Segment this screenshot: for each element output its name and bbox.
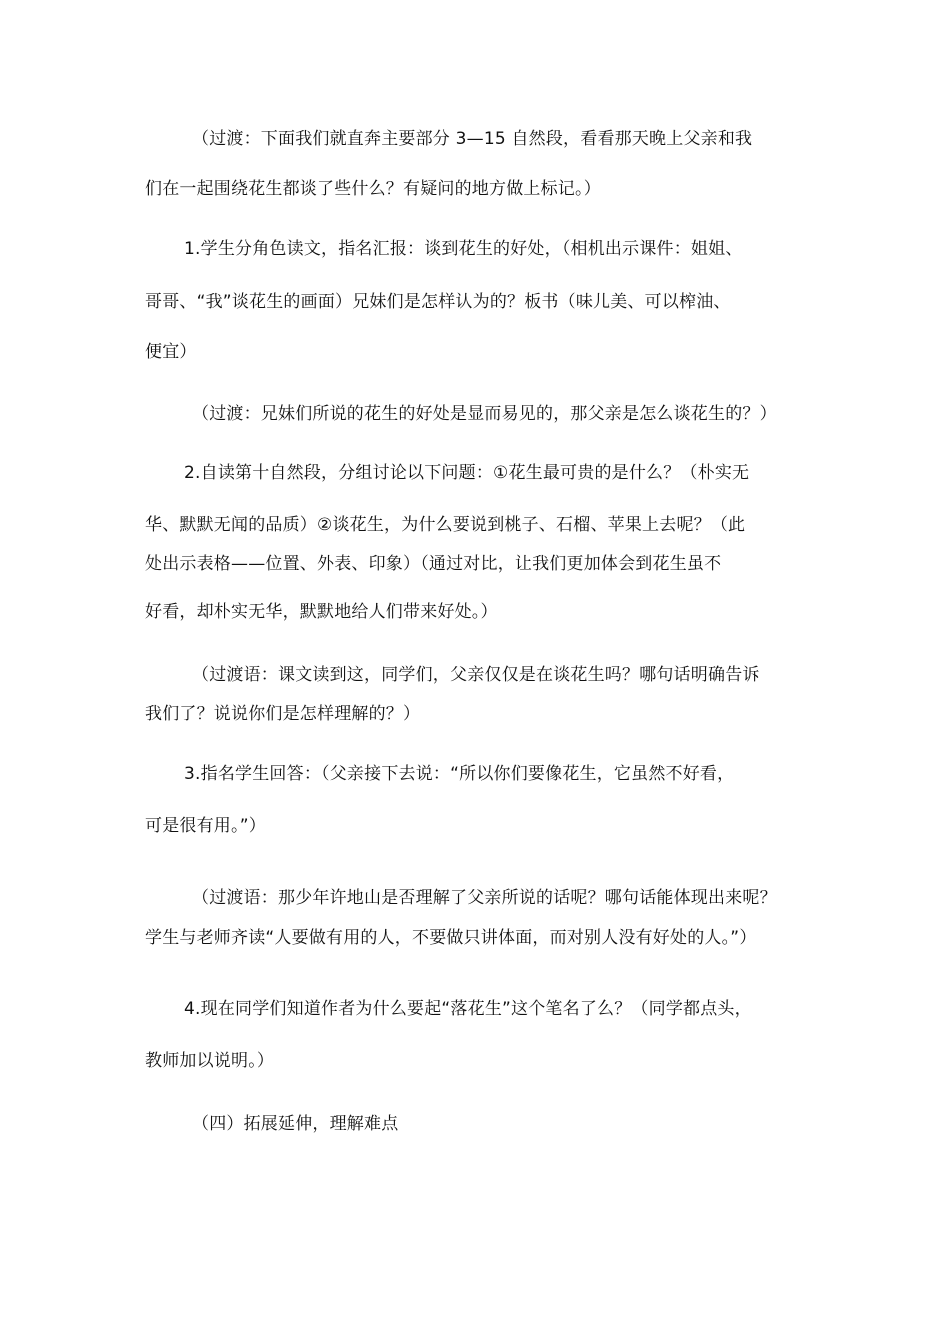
section-heading-4: （四）拓展延伸，理解难点 [192,1114,399,1134]
paragraph-item-2-line-1: 2.自读第十自然段，分组讨论以下问题：①花生最可贵的是什么？（朴实无 [184,463,750,483]
paragraph-item-3-line-1: 3.指名学生回答：（父亲接下去说：“所以你们要像花生，它虽然不好看， [184,764,735,784]
paragraph-transition-3-line-2: 我们了？说说你们是怎样理解的？） [145,704,421,724]
paragraph-transition-4-line-1: （过渡语：那少年许地山是否理解了父亲所说的话呢？哪句话能体现出来呢？ [192,888,777,908]
paragraph-item-4-line-1: 4.现在同学们知道作者为什么要起“落花生”这个笔名了么？（同学都点头， [184,999,752,1019]
paragraph-transition-3-line-1: （过渡语：课文读到这，同学们，父亲仅仅是在谈花生吗？哪句话明确告诉 [192,665,760,685]
paragraph-transition-4-line-2: 学生与老师齐读“人要做有用的人，不要做只讲体面，而对别人没有好处的人。”） [145,928,757,948]
paragraph-item-4-line-2: 教师加以说明。） [145,1051,275,1071]
paragraph-item-3-line-2: 可是很有用。”） [145,816,266,836]
paragraph-transition-1-line-2: 们在一起围绕花生都谈了些什么？有疑问的地方做上标记。） [145,179,601,199]
paragraph-item-1-line-2: 哥哥、“我”谈花生的画面）兄妹们是怎样认为的？板书（味儿美、可以榨油、 [145,292,731,312]
paragraph-item-1-line-1: 1.学生分角色读文，指名汇报：谈到花生的好处，（相机出示课件：姐姐、 [184,239,743,259]
paragraph-item-2-line-4: 好看，却朴实无华，默默地给人们带来好处。） [145,602,498,622]
paragraph-item-1-line-3: 便宜） [145,342,197,362]
paragraph-transition-2: （过渡：兄妹们所说的花生的好处是显而易见的，那父亲是怎么谈花生的？） [192,404,777,424]
paragraph-item-2-line-2: 华、默默无闻的品质）②谈花生，为什么要说到桃子、石榴、苹果上去呢？（此 [145,515,746,535]
paragraph-transition-1-line-1: （过渡：下面我们就直奔主要部分 3—15 自然段，看看那天晚上父亲和我 [192,129,753,149]
paragraph-item-2-line-3: 处出示表格——位置、外表、印象）（通过对比，让我们更加体会到花生虽不 [145,554,722,574]
